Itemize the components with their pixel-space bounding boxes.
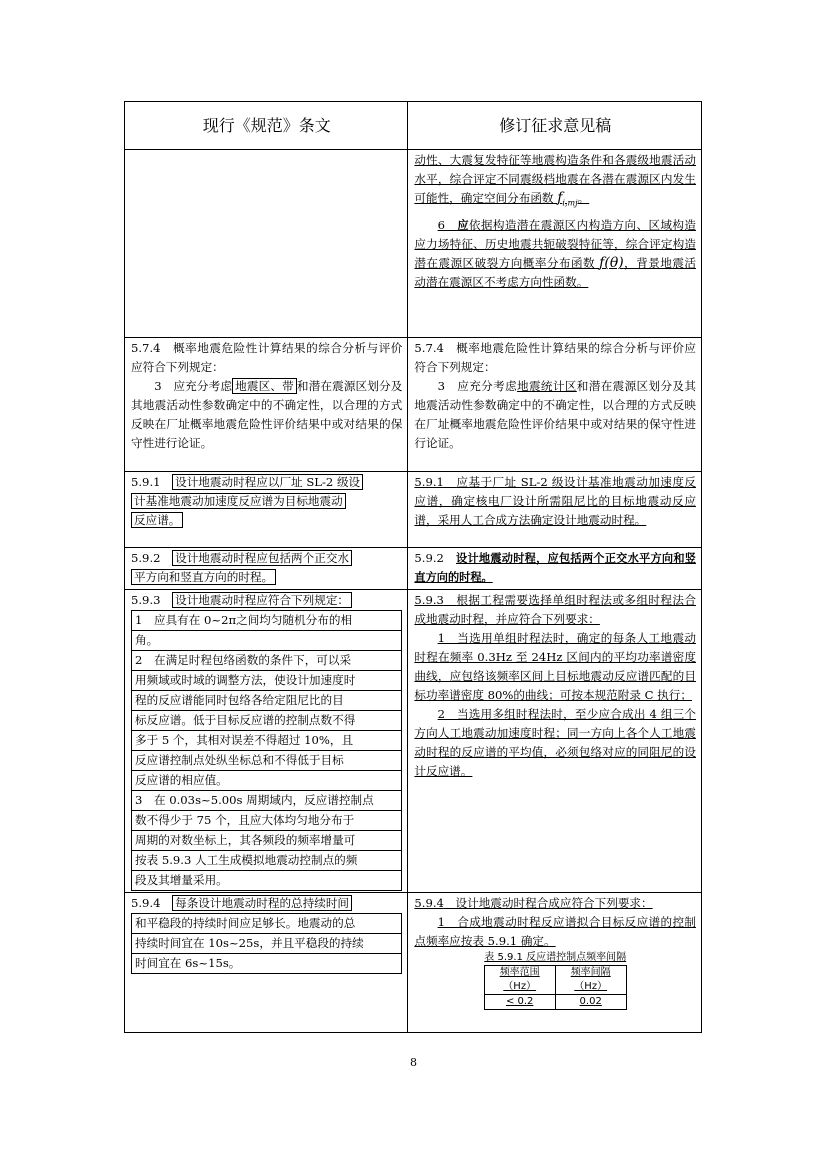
clause-574-head-r: 5.7.4 概率地震危险性计算结果的综合分析与评价应符合下列规定： [414,341,696,374]
subtable-caption: 表 5.9.1 反应谱控制点频率间隔 [484,952,627,963]
boxed-line: 平方向和竖直方向的时程。 [131,569,276,585]
boxed-line: 反应谱的相应值。 [131,770,402,791]
boxed-line: 1 应具有在 0~2π之间均匀随机分布的相 [131,610,402,631]
clause-num: 5.9.1 [131,475,161,489]
right-cell-593 [408,590,702,893]
clause-head-r: 设计地震动时程合成应符合下列要求： [455,896,653,910]
table-row [125,893,702,1033]
math-f: f [557,190,563,206]
boxed-line: 持续时间宜在 10s~25s，并且平稳段的持续 [131,933,402,954]
boxed-line: 设计地震动时程应符合下列规定： [172,592,352,608]
table-row [125,472,702,548]
rupture-end: ，背景地震活动潜在震源区不考虑方向性函数。 [414,256,696,290]
clause-num-r: 5.9.4 [414,896,444,910]
boxed-line: 用频域或时域的调整方法，使设计加速度时 [131,670,402,691]
boxed-line: 2 在满足时程包络函数的条件下，可以采 [131,650,402,671]
clause-591-line2 [131,492,402,511]
freq-interval-header: 频率间隔（Hz） [555,966,626,995]
boxed-line: 多于 5 个，其相对误差不得超过 10%，且 [131,730,402,751]
clause-593-head [131,591,402,610]
clause-594-head-r [414,894,696,913]
spatial-text: 动性、大震复发特征等地震构造条件和各震级地震活动水平，综合评定不同震级档地震在各潜在震源区内发生可能性，确定空间分布函数 [414,153,696,205]
subtable-row [484,995,626,1010]
clause-593-head-r [414,591,696,629]
clause-591-line3 [131,511,402,530]
boxed-line: 按表 5.9.3 人工生成模拟地震动控制点的频 [131,850,402,871]
boxed-line: 设计地震动时程应包括两个正交水 [172,550,352,566]
clause-593-item1-r: 1 当选用单组时程法时，确定的每条人工地震动时程在频率 0.3Hz 至 24Hz 区间内的平均功率谱密度曲线，应包络该频率区间上目标地震动反应谱匹配的目标功率谱密度 80%的曲线；可按本规范附录 C 执行； [414,631,696,702]
clause-num-r: 5.9.3 [414,593,444,607]
clause-head-r: 根据工程需要选择单组时程法或多组时程法合成地震动时程，并应符合下列要求： [414,593,696,626]
table-row [125,338,702,472]
clause-594-item1-r: 1 合成地震动时程反应谱拟合目标反应谱的控制点频率应按表 5.9.1 确定。 [414,915,696,948]
freq-range-cell: < 0.2 [484,995,555,1010]
spatial-distribution-text [414,151,696,212]
clause-574-item3-r [414,377,696,453]
math-ftheta: f(θ) [599,255,624,272]
boxed-line: 段及其增量采用。 [131,870,402,891]
left-cell-empty [125,150,408,338]
clause-num-r: 5.9.2 [414,551,444,565]
clause-text-r: 应基于厂址 SL-2 级设计基准地震动加速度反应谱，确定核电厂设计所需阻尼比的目标地震动反应谱，采用人工合成方法确定设计地震动时程。 [414,475,696,527]
clause-591-r [414,473,696,530]
left-cell-592 [125,548,408,590]
comparison-table [124,101,702,1033]
left-cell-594 [125,893,408,1033]
page-number: 8 [410,1056,417,1069]
clause-num: 5.9.4 [131,896,161,910]
table-row [125,590,702,893]
item-rest: 和潜在震源区划分及其地震活动性参数确定中的不确定性，以合理的方式反映在厂址概率地震危险性评价结果中或对结果的保守性进行论证。 [131,379,403,450]
math-sub: i,mj [562,198,578,208]
current-code-header: 现行《规范》条文 [125,102,408,150]
clause-num-r: 5.9.1 [414,475,444,489]
clause-593-item2-r: 2 当选用多组时程法时，至少应合成出 4 组三个方向人工地震动加速度时程；同一方向上各个人工地震动时程的反应谱的平均值，必须包络对应的同阻尼的设计反应谱。 [414,707,696,778]
boxed-term: 地震区、带 [232,378,297,394]
subtable-header-row [484,966,626,995]
boxed-line: 标反应谱。低于目标反应谱的控制点数不得 [131,710,402,731]
revision-draft-header: 修订征求意见稿 [408,102,702,150]
boxed-line: 时间宜在 6s~15s。 [131,953,402,974]
right-cell-594 [408,893,702,1033]
left-cell-591 [125,472,408,548]
table-row [125,548,702,590]
clause-574-head: 5.7.4 概率地震危险性计算结果的综合分析与评价应符合下列规定： [131,341,403,374]
item-lead-r: 3 应充分考虑 [437,379,518,393]
clause-591-line1 [131,473,402,492]
boxed-line: 每条设计地震动时程的总持续时间 [172,895,352,911]
left-cell-593 [125,590,408,893]
table-header-row [125,102,702,150]
rupture-text: 依据构造潜在震源区内构造方向、区域构造应力场特征、历史地震共轭破裂特征等，综合评定构造潜在震源区破裂方向概率分布函数 [414,218,696,271]
boxed-line: 计基准地震动加速度反应谱为目标地震动 [131,493,346,509]
clause-num: 5.9.2 [131,551,161,565]
frequency-interval-table [484,965,627,1010]
bold-word: 应 [457,219,469,233]
freq-range-header: 频率范围（Hz） [484,966,555,995]
clause-593-items [131,610,402,891]
right-cell-574 [408,338,702,472]
table-row [125,150,702,338]
clause-592-r [414,549,696,587]
right-cell-591 [408,472,702,548]
boxed-line: 反应谱。 [131,512,183,528]
bold-clause-text: 设计地震动时程，应包括两个正交水平方向和竖直方向的时程。 [414,552,696,584]
item-number: 6 [437,218,445,233]
clause-594-line1 [131,894,402,913]
clause-592-line1 [131,549,402,568]
end-mark: 。 [577,191,590,205]
item-lead: 3 应充分考虑 [154,379,233,393]
clause-594-lines [131,913,402,974]
item-rest-r: 和潜在震源区划分及其地震活动性参数确定中的不确定性，以合理的方式反映在厂址概率地震危险性评价结果中或对结果的保守性进行论证。 [414,379,696,450]
left-cell-574 [125,338,408,472]
underlined-term: 地震统计区 [517,379,577,393]
boxed-line: 数不得少于 75 个，且应大体均匀地分布于 [131,810,402,831]
boxed-line: 程的反应谱能同时包络各给定阻尼比的目 [131,690,402,711]
boxed-line: 和平稳段的持续时间应足够长。地震动的总 [131,913,402,934]
boxed-line: 3 在 0.03s~5.00s 周期域内，反应谱控制点 [131,790,402,811]
clause-574-item3 [131,377,402,453]
clause-592-line2 [131,568,402,587]
right-cell-continuation [408,150,702,338]
freq-interval-cell: 0.02 [555,995,626,1010]
boxed-line: 反应谱控制点处纵坐标总和不得低于目标 [131,750,402,771]
boxed-line: 周期的对数坐标上，其各频段的频率增量可 [131,830,402,851]
boxed-line: 设计地震动时程应以厂址 SL-2 级设 [172,474,363,490]
clause-num: 5.9.3 [131,593,161,607]
right-cell-592 [408,548,702,590]
rupture-direction-text [414,216,696,292]
boxed-line: 角。 [131,630,402,651]
